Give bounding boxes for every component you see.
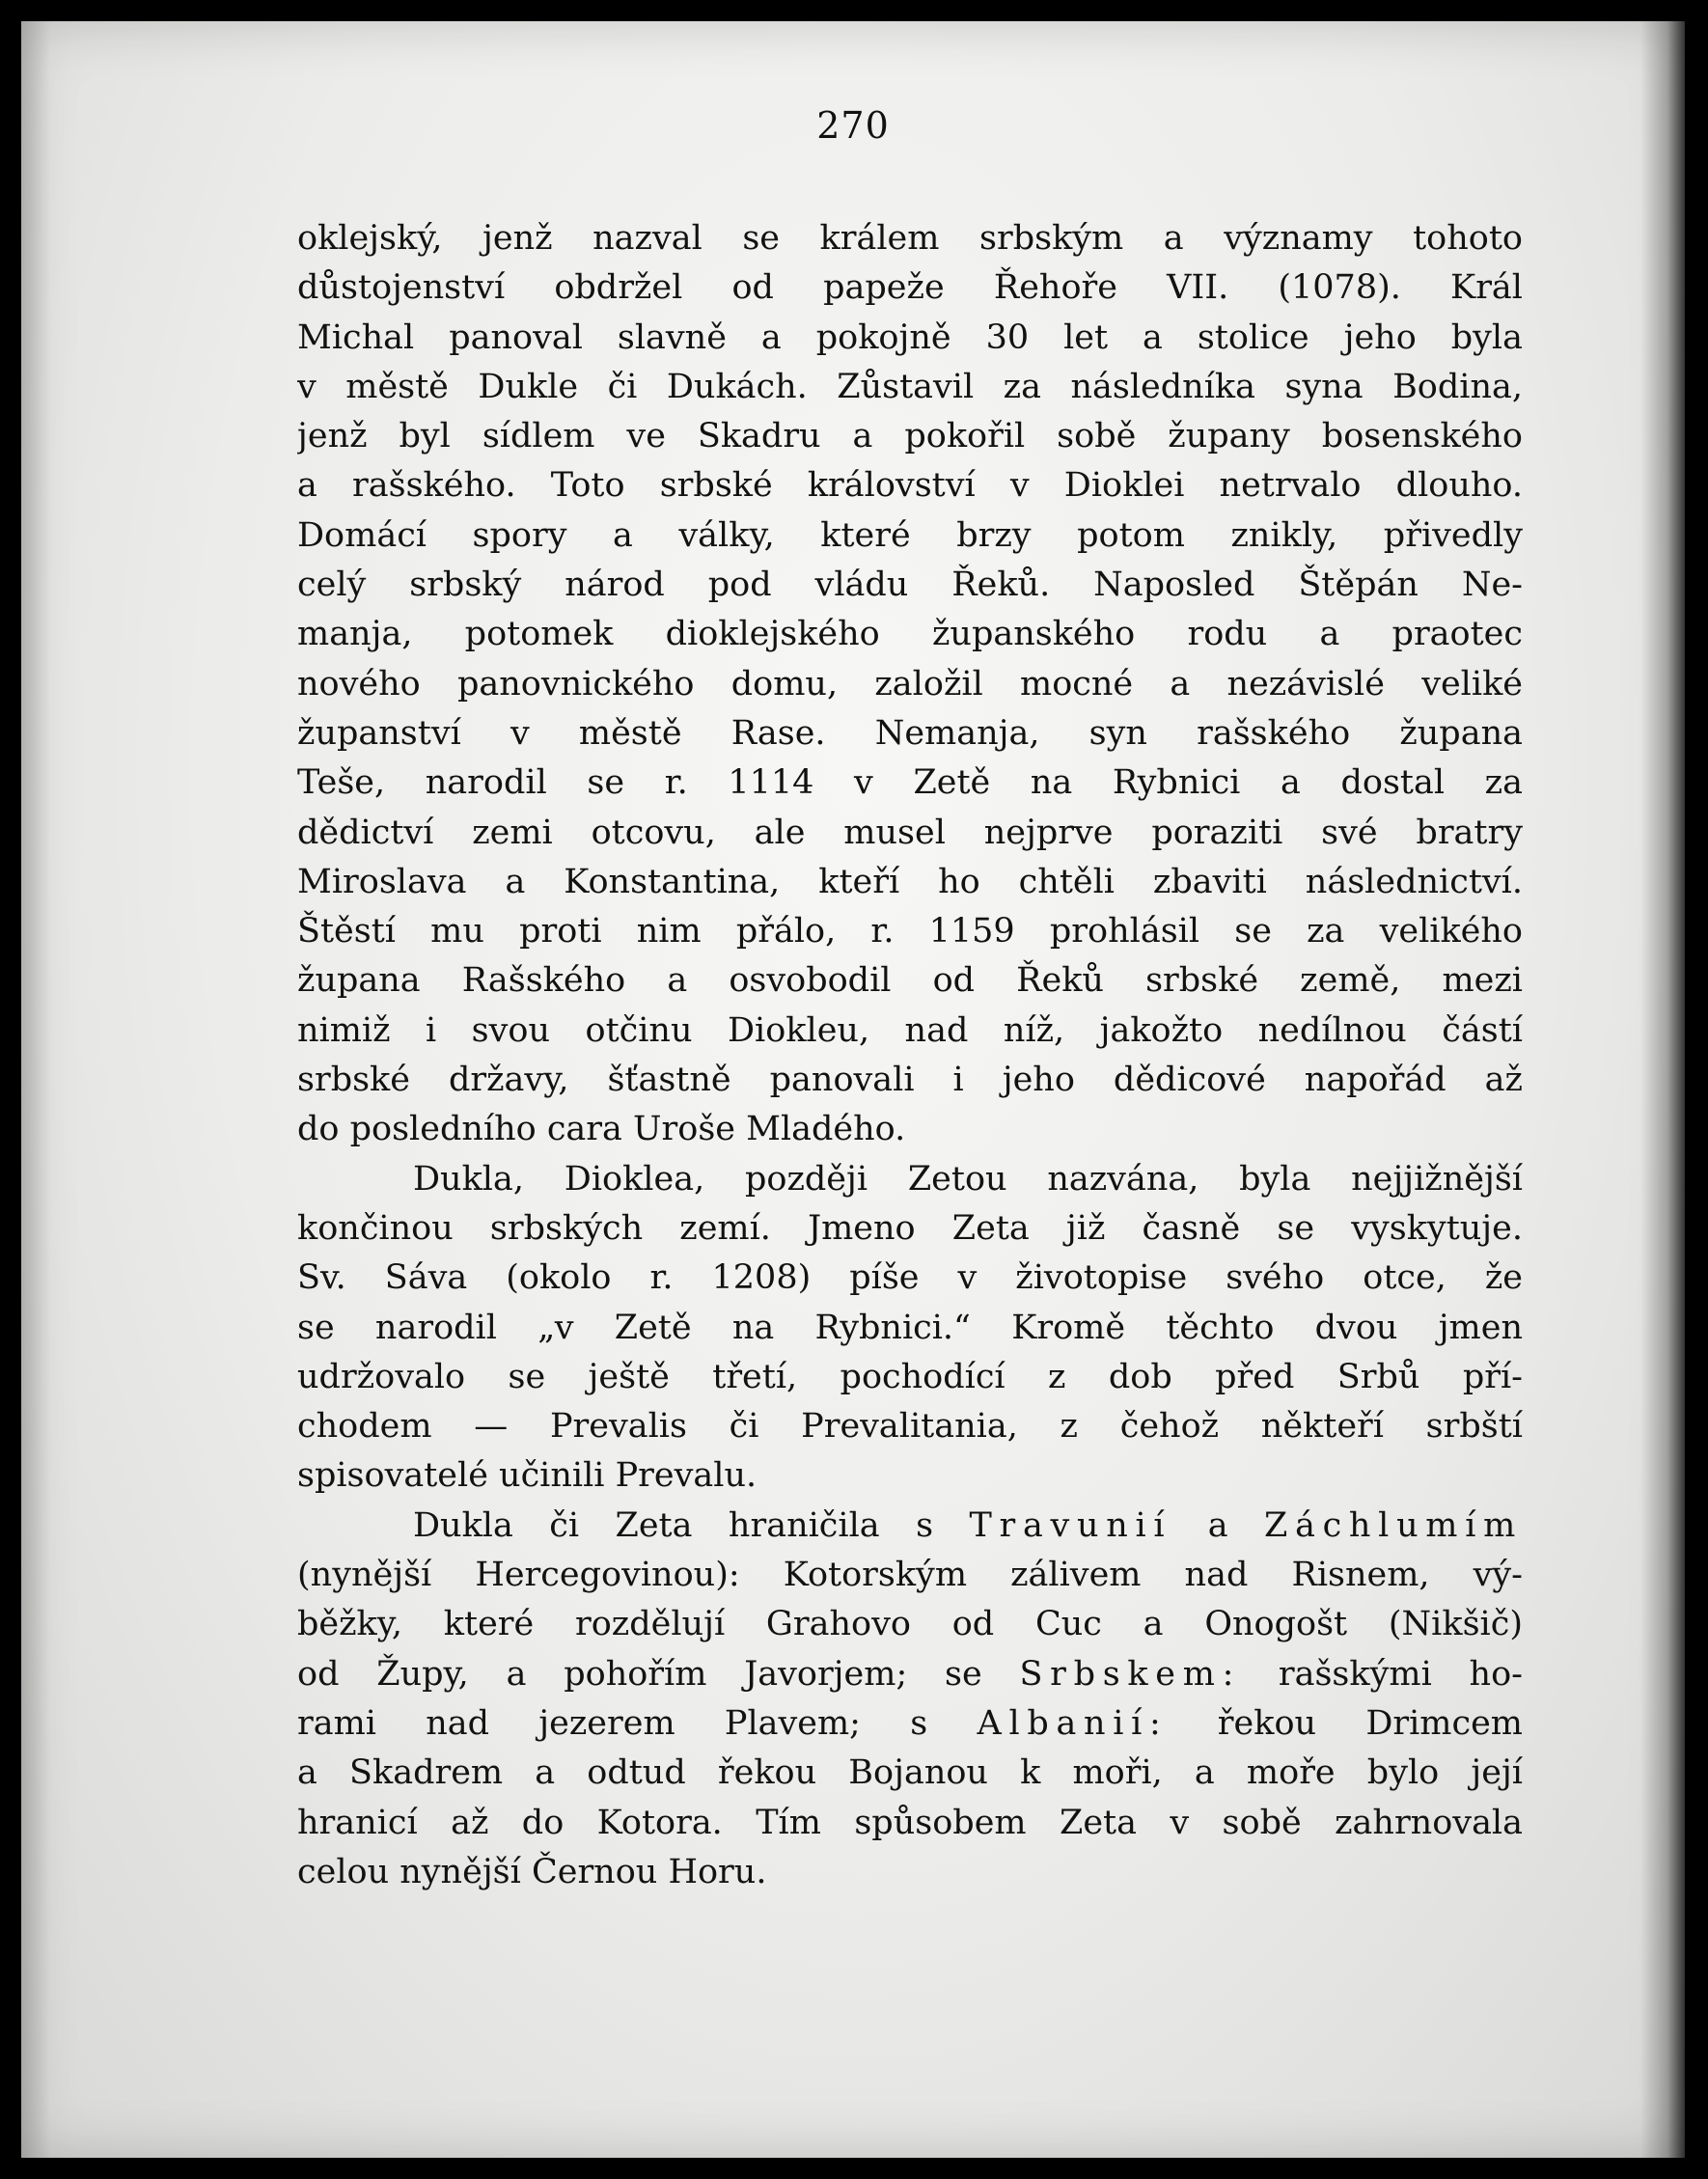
text-line: srbské državy, šťastně panovali i jeho dědicové napořád až (297, 1061, 1523, 1100)
text-run: Dukla či Zeta hraničila s (413, 1505, 934, 1545)
page-right-shadow (1640, 21, 1685, 2158)
text-run: řekou Drimcem (1217, 1703, 1523, 1743)
spaced-term: Albanií: (977, 1703, 1169, 1743)
spaced-term: Záchlumím (1264, 1505, 1523, 1545)
text-line (297, 1650, 1523, 1699)
text-line: a rašského. Toto srbské království v Dioklei netrvalo dlouho. (297, 466, 1523, 506)
spaced-term: Srbskem: (1019, 1654, 1242, 1694)
text-run: rašskými ho- (1278, 1654, 1523, 1694)
spaced-term: Travunií (969, 1505, 1172, 1545)
text-line: hranicí až do Kotora. Tím spůsobem Zeta v sobě zahrnovala (297, 1803, 1523, 1842)
scanned-page (21, 21, 1685, 2158)
paragraph-start-line: Dukla, Dioklea, později Zetou nazvána, byla nejjižnější (413, 1159, 1523, 1199)
body-text (297, 214, 1523, 1897)
text-line: županství v městě Rase. Nemanja, syn rašského župana (297, 713, 1523, 753)
text-line: (nynější Hercegovinou): Kotorským zálivem nad Risnem, vý- (297, 1556, 1523, 1595)
text-line: župana Rašského a osvobodil od Řeků srbské země, mezi (297, 961, 1523, 1001)
text-line: Domácí spory a války, které brzy potom znikly, přivedly (297, 515, 1523, 555)
text-line: jenž byl sídlem ve Skadru a pokořil sobě župany bosenského (297, 417, 1523, 456)
text-line: manja, potomek dioklejského županského rodu a praotec (297, 615, 1523, 654)
page-number: 270 (816, 104, 890, 147)
paragraph-end-line: spisovatelé učinili Prevalu. (297, 1456, 758, 1496)
text-line: Teše, narodil se r. 1114 v Zetě na Rybnici a dostal za (297, 763, 1523, 803)
text-line: udržovalo se ještě třetí, pochodící z dob před Srbů pří- (297, 1357, 1523, 1396)
text-line: oklejský, jenž nazval se králem srbským a významy tohoto (297, 219, 1523, 258)
text-line: nového panovnického domu, založil mocné a nezávislé veliké (297, 664, 1523, 703)
text-line: dědictví zemi otcovu, ale musel nejprve poraziti své bratry (297, 813, 1523, 852)
text-line: Štěstí mu proti nim přálo, r. 1159 prohlásil se za velikého (297, 912, 1523, 952)
paragraph-end-line: celou nynější Černou Horu. (297, 1852, 767, 1891)
text-line: celý srbský národ pod vládu Řeků. Naposled Štěpán Ne- (297, 565, 1523, 605)
text-line: v městě Dukle či Dukách. Zůstavil za následníka syna Bodina, (297, 367, 1523, 406)
text-line: důstojenství obdržel od papeže Řehoře VII. (1078). Král (297, 268, 1523, 308)
paragraph-start-line (297, 1502, 1523, 1551)
text-line: Sv. Sáva (okolo r. 1208) píše v životopise svého otce, že (297, 1258, 1523, 1298)
text-line: se narodil „v Zetě na Rybnici.“ Kromě těchto dvou jmen (297, 1308, 1523, 1347)
text-line: běžky, které rozdělují Grahovo od Cuc a Onogošt (Nikšič) (297, 1605, 1523, 1644)
text-line: nimiž i svou otčinu Diokleu, nad níž, jakožto nedílnou částí (297, 1010, 1523, 1050)
text-run: a (1207, 1505, 1228, 1545)
text-line: chodem — Prevalis či Prevalitania, z čehož někteří srbští (297, 1407, 1523, 1447)
text-line (297, 1699, 1523, 1749)
text-line: Miroslava a Konstantina, kteří ho chtěli zbaviti následnictví. (297, 862, 1523, 901)
text-run: od Župy, a pohořím Javorjem; se (297, 1654, 982, 1694)
text-run: rami nad jezerem Plavem; s (297, 1703, 928, 1743)
text-line: končinou srbských zemí. Jmeno Zeta již časně se vyskytuje. (297, 1208, 1523, 1248)
paragraph-end-line: do posledního cara Uroše Mladého. (297, 1110, 906, 1149)
text-line: a Skadrem a odtud řekou Bojanou k moři, a moře bylo její (297, 1753, 1523, 1793)
page-left-shadow (21, 21, 50, 2158)
text-line: Michal panoval slavně a pokojně 30 let a stolice jeho byla (297, 317, 1523, 357)
